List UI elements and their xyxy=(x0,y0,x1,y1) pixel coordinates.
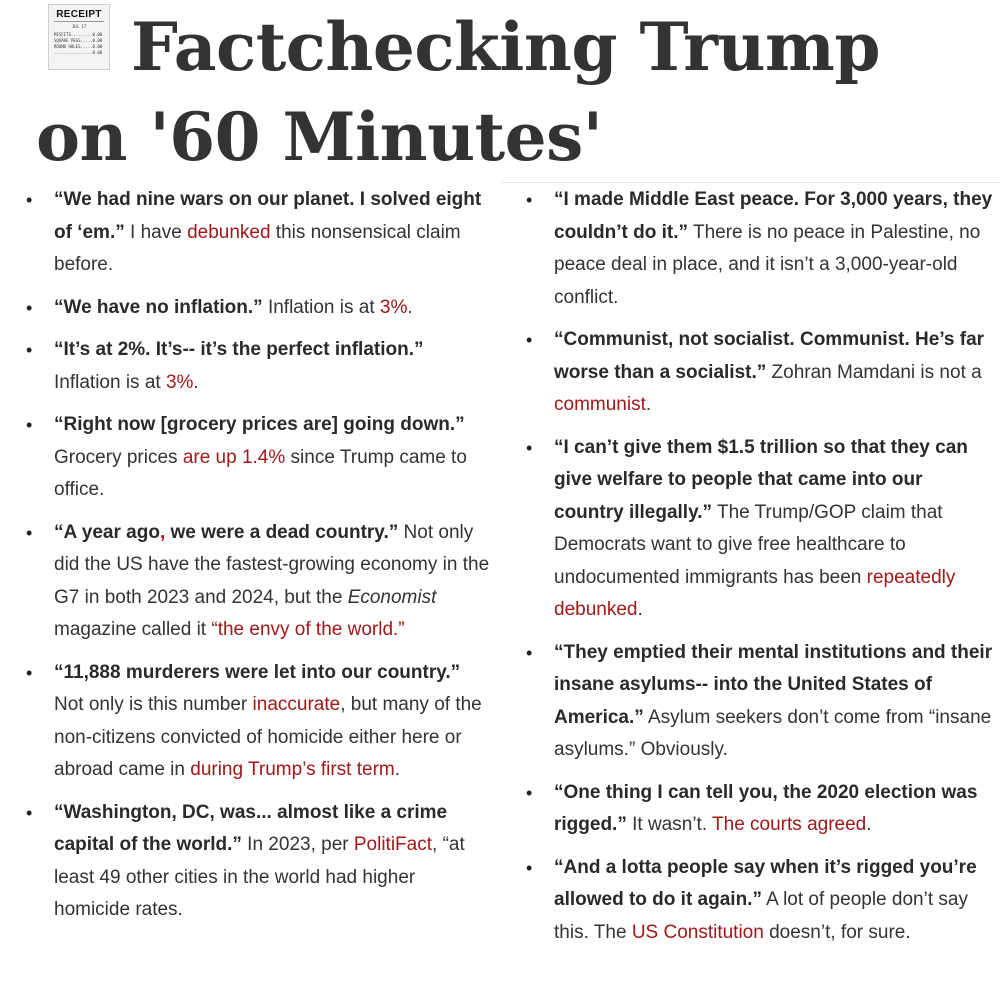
claim-item xyxy=(24,334,494,399)
claim-text: doesn’t, for sure. xyxy=(763,921,911,943)
claim-quote: we were a dead country.” xyxy=(165,521,399,543)
claim-quote: “We had nine wars on our planet. I solved eight of ‘em.” xyxy=(54,189,482,243)
claim-item xyxy=(524,777,996,842)
column-divider xyxy=(502,182,1000,183)
bullet-icon: • xyxy=(526,190,533,210)
claim-quote: “Washington, DC, was... almost like a crime capital of the world.” xyxy=(54,801,448,855)
source-link[interactable]: inaccurate xyxy=(252,694,341,715)
bullet-icon: • xyxy=(526,330,533,350)
claim-quote: “We have no inflation.” xyxy=(54,296,263,318)
receipt-icon-date: JUL 17 xyxy=(71,24,87,29)
claim-item xyxy=(24,184,494,282)
bullet-icon: • xyxy=(26,415,33,435)
claim-text: Not only is this number xyxy=(54,694,253,715)
bullet-icon: • xyxy=(26,802,33,823)
claim-text: The Trump/GOP claim that Democrats want to give free healthcare to undocumented immigrants has been xyxy=(554,501,943,588)
claim-item xyxy=(524,184,996,314)
claim-text: I have xyxy=(124,221,188,243)
claim-text: , “at least 49 other cities in the world had higher homicide rates. xyxy=(54,834,465,920)
claim-text: Grocery prices xyxy=(54,446,183,468)
claim-text: A lot of people don’t say this. The xyxy=(554,889,968,943)
claim-quote: “Communist, not socialist. Communist. He’s far worse than a socialist.” xyxy=(554,329,985,383)
source-link[interactable]: , xyxy=(159,521,166,543)
source-link[interactable]: are up 1.4% xyxy=(182,446,286,468)
claim-quote: “I can’t give them $1.5 trillion so that they can give welfare to people that came into our country illegally.” xyxy=(554,436,968,523)
claim-text: There is no peace in Palestine, no peace deal in place, and it isn’t a 3,000-year-old conflict. xyxy=(554,221,981,308)
claim-text: Zohran Mamdani is not a xyxy=(766,361,982,383)
right-claims-list xyxy=(524,184,996,959)
source-link[interactable]: US Constitution xyxy=(631,921,764,943)
source-link[interactable]: PolitiFact xyxy=(353,834,433,855)
claim-text: . xyxy=(407,296,413,318)
claim-text: this nonsensical claim before. xyxy=(54,221,461,275)
claim-quote: “One thing I can tell you, the 2020 election was rigged.” xyxy=(554,781,978,835)
claim-item xyxy=(24,517,494,647)
receipt-icon-title: RECEIPT xyxy=(54,9,104,22)
claim-text: In 2023, per xyxy=(241,834,354,855)
source-link[interactable]: The courts agreed xyxy=(712,814,867,835)
claim-text: Asylum seekers don’t come from “insane asylums.” Obviously. xyxy=(554,706,992,760)
bullet-icon: • xyxy=(26,522,33,543)
claim-quote: “11,888 murderers were let into our country.” xyxy=(54,661,461,683)
bullet-icon: • xyxy=(26,297,33,318)
page-title-line-1: Factchecking Trump xyxy=(131,8,881,86)
claim-item xyxy=(524,637,996,767)
claim-text: , but many of the non-citizens convicted of homicide either here or abroad came in xyxy=(54,694,482,780)
claim-text: Inflation is at xyxy=(54,371,166,393)
source-link[interactable]: repeatedly debunked xyxy=(554,566,956,620)
claim-quote: “Right now [grocery prices are] going down.” xyxy=(54,414,465,435)
left-claims-list xyxy=(24,184,494,937)
claim-item xyxy=(524,324,996,422)
page-title-line-2: on '60 Minutes' xyxy=(36,98,603,176)
claim-quote: “They emptied their mental institutions and their insane asylums-- into the United States of America.” xyxy=(554,641,993,728)
receipt-icon-line: ROUND HOLES.....0.00 xyxy=(54,44,103,49)
claim-item xyxy=(24,292,494,325)
claim-text: since Trump came to office. xyxy=(54,446,467,500)
receipt-icon-line: ................0.00 xyxy=(54,50,103,55)
claim-text: . xyxy=(645,394,652,415)
claim-item xyxy=(24,657,494,787)
claim-item xyxy=(524,852,996,950)
bullet-icon: • xyxy=(26,662,33,683)
source-link[interactable]: 3% xyxy=(379,296,408,318)
claim-text: . xyxy=(637,599,643,620)
claim-quote: “A year ago xyxy=(54,521,160,543)
claim-quote: “It’s at 2%. It’s-- it’s the perfect inflation.” xyxy=(54,339,424,360)
bullet-icon: • xyxy=(526,437,533,458)
claim-text: . xyxy=(866,814,872,835)
bullet-icon: • xyxy=(526,857,533,878)
claim-item xyxy=(524,432,996,627)
claim-text: . xyxy=(193,371,199,393)
claim-item xyxy=(24,409,494,507)
source-link[interactable]: communist xyxy=(554,394,646,415)
bullet-icon: • xyxy=(526,782,533,803)
claim-item xyxy=(24,797,494,927)
receipt-icon-line: SQUARE PEGS.....0.00 xyxy=(54,38,103,43)
claim-text: magazine called it xyxy=(54,619,212,640)
claim-text: Not only did the US have the fastest-growing economy in the G7 in both 2023 and 2024, but the xyxy=(54,521,490,608)
bullet-icon: • xyxy=(26,340,33,360)
bullet-icon: • xyxy=(526,642,533,663)
bullet-icon: • xyxy=(26,190,33,210)
source-link[interactable]: “the envy of the world.” xyxy=(211,619,405,640)
source-link[interactable]: 3% xyxy=(165,371,194,393)
claim-text: It wasn’t. xyxy=(626,814,713,835)
claim-text: Inflation is at xyxy=(262,296,380,318)
source-link[interactable]: debunked xyxy=(187,221,271,243)
claim-quote: “I made Middle East peace. For 3,000 years, they couldn’t do it.” xyxy=(554,189,993,243)
claim-quote: “And a lotta people say when it’s rigged you’re allowed to do it again.” xyxy=(554,856,977,910)
page-title xyxy=(36,2,986,182)
receipt-icon-line: MISFITS.........0.00 xyxy=(54,32,103,37)
source-link[interactable]: during Trump’s first term xyxy=(190,759,395,780)
claim-text: . xyxy=(394,759,401,780)
publication-name: Economist xyxy=(347,586,437,608)
